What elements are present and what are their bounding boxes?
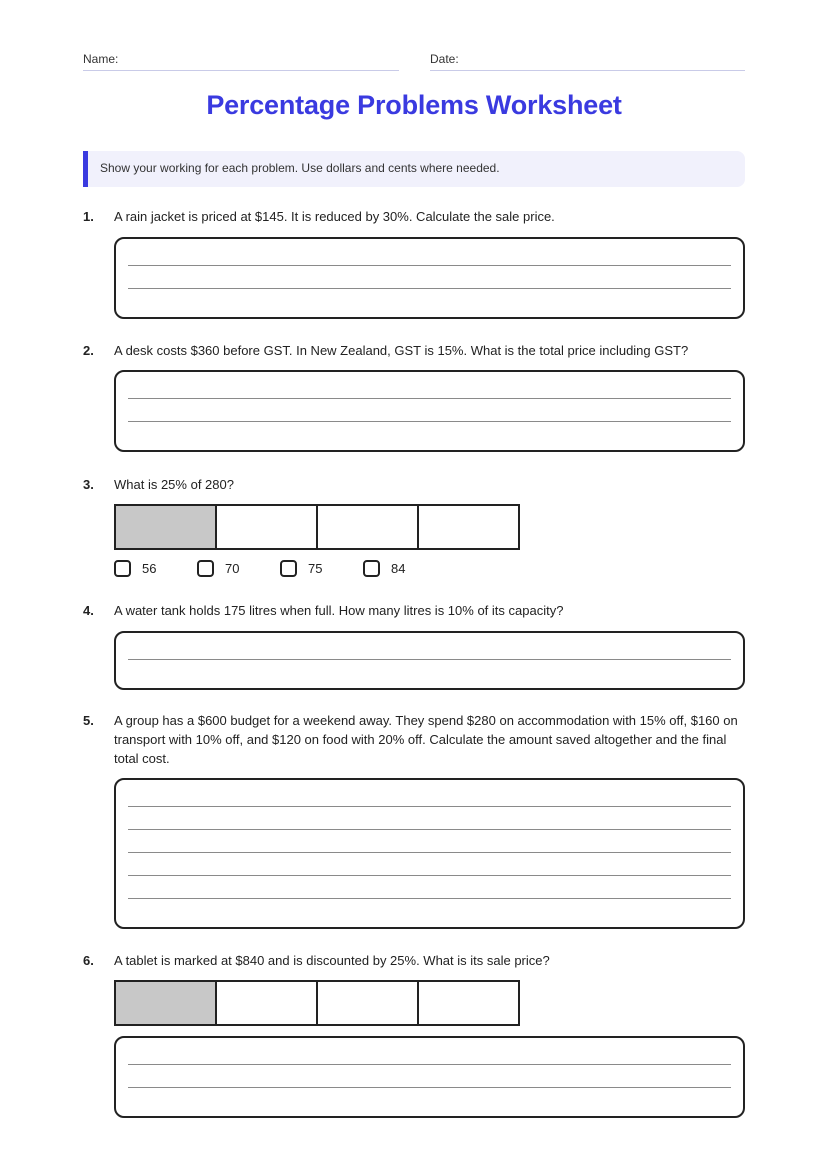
- option-label: 75: [308, 561, 323, 576]
- writing-line: [128, 829, 731, 830]
- writing-line: [128, 806, 731, 807]
- question-1-answer-box[interactable]: [114, 237, 745, 319]
- question-3-number: 3.: [83, 477, 94, 492]
- instructions-callout: [83, 151, 745, 187]
- checkbox[interactable]: [114, 560, 131, 577]
- question-6-number: 6.: [83, 953, 94, 968]
- question-4-answer-box[interactable]: [114, 631, 745, 690]
- name-label: Name:: [83, 52, 119, 66]
- question-6-text: A tablet is marked at $840 and is discounted by 25%. What is its sale price?: [114, 953, 550, 968]
- checkbox[interactable]: [363, 560, 380, 577]
- checkbox[interactable]: [197, 560, 214, 577]
- writing-line: [128, 1064, 731, 1065]
- question-4-number: 4.: [83, 603, 94, 618]
- writing-line: [128, 1087, 731, 1088]
- bar-segment: [318, 982, 419, 1024]
- question-5-answer-box[interactable]: [114, 778, 745, 929]
- option-75[interactable]: [280, 560, 333, 577]
- question-3-text: What is 25% of 280?: [114, 477, 234, 492]
- writing-line: [128, 659, 731, 660]
- checkbox[interactable]: [280, 560, 297, 577]
- question-6-answer-box[interactable]: [114, 1036, 745, 1118]
- bar-segment-shaded: [116, 982, 217, 1024]
- option-label: 70: [225, 561, 240, 576]
- question-2-number: 2.: [83, 343, 94, 358]
- option-70[interactable]: [197, 560, 250, 577]
- writing-line: [128, 265, 731, 266]
- bar-segment: [419, 982, 518, 1024]
- writing-line: [128, 288, 731, 289]
- name-field-line[interactable]: [83, 70, 399, 71]
- bar-segment: [318, 506, 419, 548]
- instructions-text: Show your working for each problem. Use dollars and cents where needed.: [100, 161, 500, 175]
- question-1-number: 1.: [83, 209, 94, 224]
- question-3-options: [114, 560, 446, 577]
- bar-segment-shaded: [116, 506, 217, 548]
- bar-segment: [217, 506, 318, 548]
- date-label: Date:: [430, 52, 459, 66]
- writing-line: [128, 421, 731, 422]
- question-5-text: A group has a $600 budget for a weekend away. They spend $280 on accommodation with 15% off, $160 on transport with 10% off, and $120 on food with 20% off. Calculate the amount saved altogether and the final total cost.: [114, 713, 738, 766]
- question-1-text: A rain jacket is priced at $145. It is reduced by 30%. Calculate the sale price.: [114, 209, 555, 224]
- writing-line: [128, 852, 731, 853]
- option-label: 56: [142, 561, 157, 576]
- bar-segment: [217, 982, 318, 1024]
- question-3-bar-model: [114, 504, 520, 550]
- worksheet-title: Percentage Problems Worksheet: [206, 90, 622, 120]
- option-56[interactable]: [114, 560, 167, 577]
- option-label: 84: [391, 561, 406, 576]
- writing-line: [128, 875, 731, 876]
- option-84[interactable]: [363, 560, 416, 577]
- question-2-text: A desk costs $360 before GST. In New Zealand, GST is 15%. What is the total price including GST?: [114, 343, 689, 358]
- writing-line: [128, 898, 731, 899]
- writing-line: [128, 398, 731, 399]
- date-field-line[interactable]: [430, 70, 745, 71]
- question-6-bar-model: [114, 980, 520, 1026]
- question-5-number: 5.: [83, 713, 94, 728]
- question-2-answer-box[interactable]: [114, 370, 745, 452]
- bar-segment: [419, 506, 518, 548]
- question-4-text: A water tank holds 175 litres when full. How many litres is 10% of its capacity?: [114, 603, 564, 618]
